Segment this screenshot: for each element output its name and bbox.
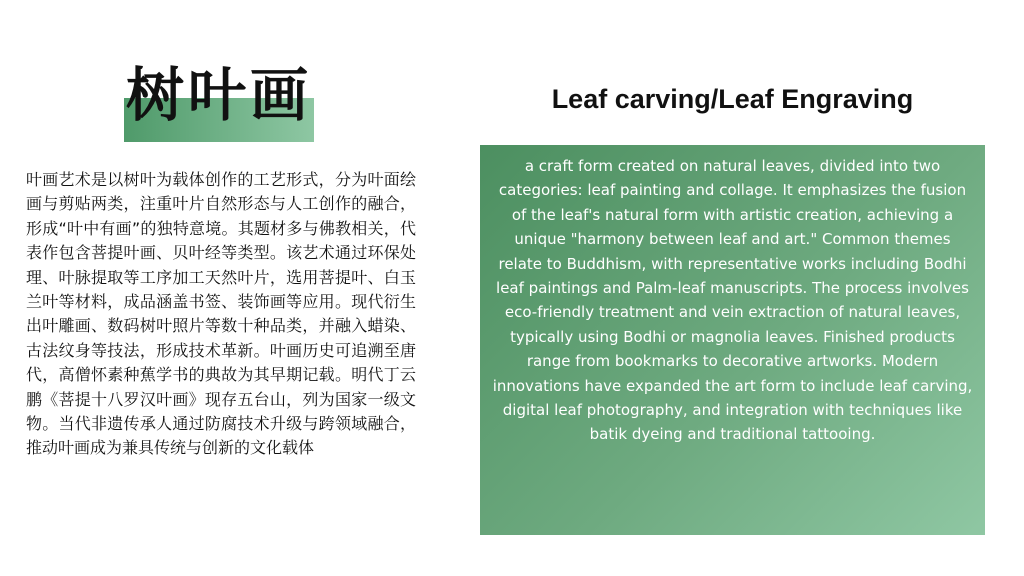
- english-description: a craft form created on natural leaves, divided into two categories: leaf painting and collage. It emphasizes the fusion of the leaf's natural form with artistic creation, achieving a unique "harmony between leaf and art." Common themes relate to Buddhism, with representative works including Bodhi leaf paintings and Palm-leaf manuscripts. The process involves eco-friendly treatment and vein extraction of natural leaves, typically using Bodhi or magnolia leaves. Finished products range from bookmarks to decorative artworks. Modern innovations have expanded the art form to include leaf carving, digital leaf photography, and integration with techniques like batik dyeing and traditional tattooing.: [492, 157, 973, 444]
- chinese-title-block: [124, 62, 314, 142]
- english-title: Leaf carving/Leaf Engraving: [551, 84, 914, 114]
- english-description-box: [480, 145, 985, 535]
- chinese-title: 树叶画: [126, 61, 313, 129]
- chinese-description: 叶画艺术是以树叶为载体创作的工艺形式，分为叶面绘画与剪贴两类，注重叶片自然形态与人工创作的融合，形成“叶中有画”的独特意境。其题材多与佛教相关，代表作包含菩提叶画、贝叶经等类型。该艺术通过环保处理、叶脉提取等工序加工天然叶片，选用菩提叶、白玉兰叶等材料，成品涵盖书签、装饰画等应用。现代衍生出叶雕画、数码树叶照片等数十种品类，并融入蜡染、古法纹身等技法，形成技术革新。叶画历史可追溯至唐代，高僧怀素种蕉学书的典故为其早期记载。明代丁云鹏《菩提十八罗汉叶画》现存五台山，列为国家一级文物。当代非遗传承人通过防腐技术升级与跨领域融合，推动叶画成为兼具传统与创新的文化载体: [26, 170, 416, 458]
